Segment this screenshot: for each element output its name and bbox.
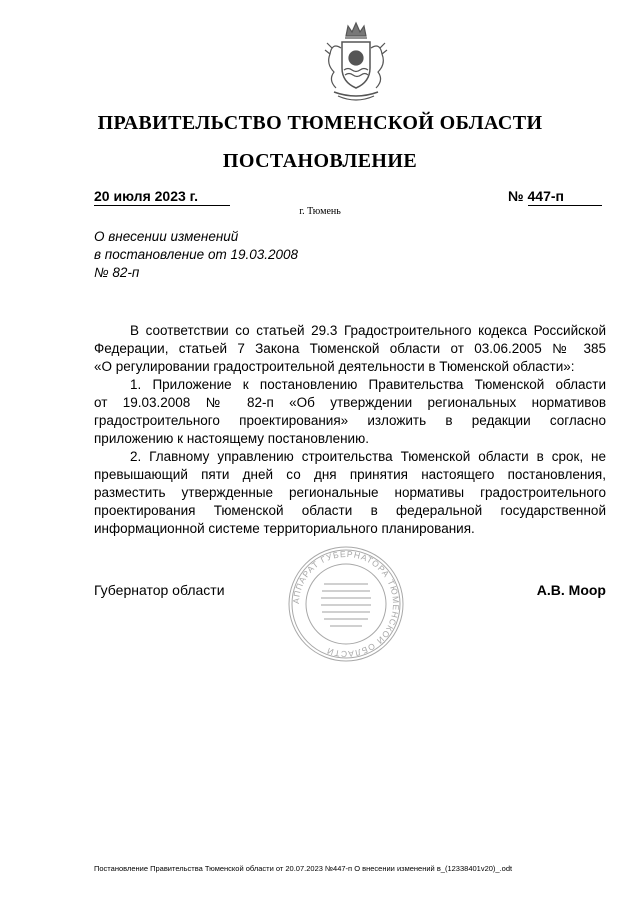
subject-line: № 82-п [94,265,140,280]
preamble-paragraph [94,322,606,376]
seal-text: АППАРАТ ГУБЕРНАТОРА ТЮМЕНСКОЙ ОБЛАСТИ [290,548,402,660]
item-1-paragraph [94,376,606,448]
text-line: от 19.03.2008 № 82-п «Об утверждении региональных нормативов [94,395,606,410]
footer-file-reference: Постановление Правительства Тюменской области от 20.07.2023 №447-п О внесении изменений в_(12338401v20)_.odt [94,864,513,873]
document-number [508,188,602,206]
official-seal-icon [286,544,406,664]
text-line: превышающий пяти дней со дня принятия настоящего постановления, [94,467,606,482]
coat-of-arms-icon [314,18,398,108]
number-value: 447-п [528,188,602,206]
text-line: 1. Приложение к постановлению Правительства Тюменской области [130,377,606,392]
text-line: информационной системе территориального планирования. [94,521,475,536]
subject-block [94,228,298,282]
organization-title: ПРАВИТЕЛЬСТВО ТЮМЕНСКОЙ ОБЛАСТИ [97,112,543,134]
text-line: «О регулировании градостроительной деятельности в Тюменской области»: [94,359,575,374]
text-line: приложению к настоящему постановлению. [94,431,369,446]
svg-text:АППАРАТ ГУБЕРНАТОРА ТЮМЕНСКОЙ [291,549,401,659]
number-label: № [508,188,524,204]
text-line: градостроительного проектирования» изложить в редакции согласно [94,413,606,428]
text-line: Федерации, статьей 7 Закона Тюменской области от 03.06.2005 № 385 [94,341,606,356]
item-2-paragraph [94,448,606,538]
text-line: разместить утвержденные региональные нормативы градостроительного [94,485,606,500]
document-type: ПОСТАНОВЛЕНИЕ [222,150,418,172]
signer-title: Губернатор области [94,582,225,598]
text-line: проектирования Тюменской области в федеральной государственной [94,503,606,518]
document-date: 20 июля 2023 г. [94,188,230,206]
subject-line: в постановление от 19.03.2008 [94,247,299,262]
city: г. Тюмень [299,206,341,217]
signer-name: А.В. Моор [536,582,606,598]
text-line: 2. Главному управлению строительства Тюменской области в срок, не [130,449,606,464]
text-line: В соответствии со статьей 29.3 Градостроительного кодекса Российской [130,323,606,338]
subject-line: О внесении изменений [94,229,239,244]
